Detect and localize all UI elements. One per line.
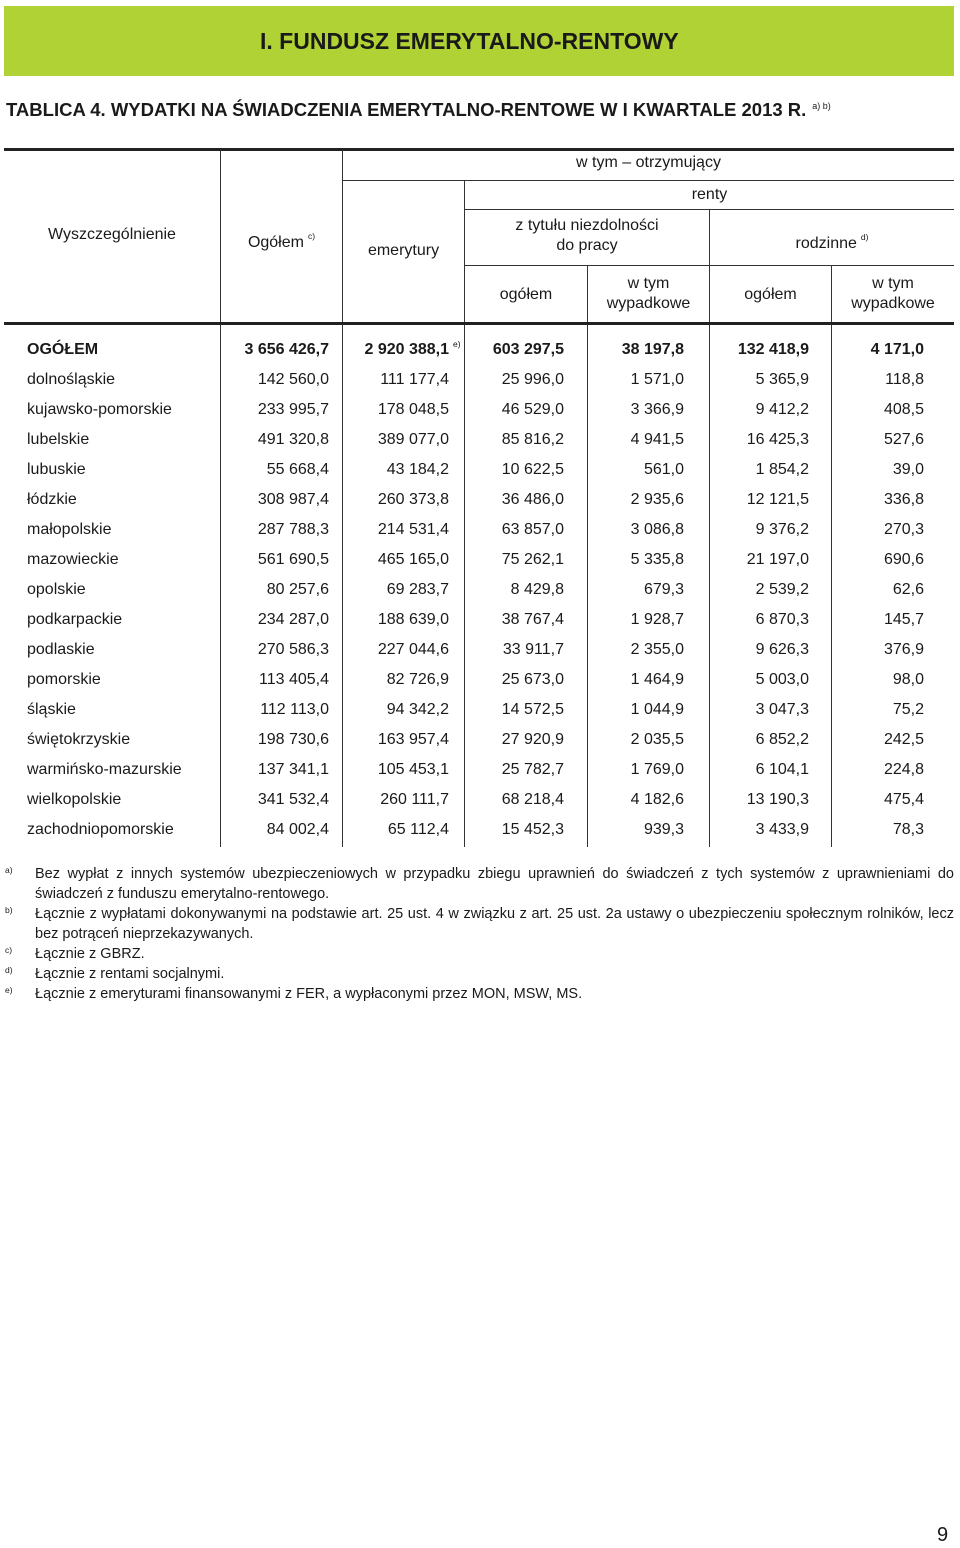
table-row xyxy=(0,756,960,786)
table-row xyxy=(0,666,960,696)
cell-total: 341 532,4 xyxy=(257,791,329,808)
cell-disability-total: 36 486,0 xyxy=(501,491,564,508)
cell-family-total: 9 376,2 xyxy=(755,521,809,538)
footnote-c: c) Łącznie z GBRZ. xyxy=(5,945,145,962)
footnote-b: b) Łącznie z wypłatami dokonywanymi na podstawie art. 25 ust. 4 w związku z art. 25 ust. 2a ustawy o ubezpieczeniu społecznym rolników, lecz bez potrąceń nieprzekazywanych. xyxy=(5,905,954,942)
row-label: kujawsko-pomorskie xyxy=(27,401,172,418)
cell-total: 270 586,3 xyxy=(257,641,329,658)
cell-total: 142 560,0 xyxy=(257,371,329,388)
cell-total: 491 320,8 xyxy=(257,431,329,448)
table-row xyxy=(0,696,960,726)
cell-total: 3 656 426,7 xyxy=(244,341,329,358)
table-row xyxy=(0,366,960,396)
footnotes xyxy=(0,864,960,1004)
cell-pensions: 260 111,7 xyxy=(380,791,449,808)
cell-family-total: 132 418,9 xyxy=(737,341,809,358)
cell-family-accident: 39,0 xyxy=(892,461,924,478)
cell-disability-accident: 4 182,6 xyxy=(630,791,684,808)
column-header-disability-total: ogółem xyxy=(499,286,553,303)
column-group-header: w tym – otrzymujący xyxy=(576,154,721,171)
row-label: lubuskie xyxy=(27,461,86,478)
cell-family-accident: 98,0 xyxy=(892,671,924,688)
cell-total: 113 405,4 xyxy=(259,671,329,688)
table-title-container xyxy=(6,99,831,121)
row-label: opolskie xyxy=(27,581,86,598)
footnote-mark-e: e) xyxy=(453,339,461,349)
cell-family-total: 9 626,3 xyxy=(755,641,809,658)
cell-family-accident: 408,5 xyxy=(883,401,924,418)
footnote-d: d) Łącznie z rentami socjalnymi. xyxy=(5,965,225,982)
cell-family-accident: 690,6 xyxy=(883,551,924,568)
table-row xyxy=(0,516,960,546)
cell-disability-accident: 38 197,8 xyxy=(621,341,684,358)
cell-disability-total: 85 816,2 xyxy=(501,431,564,448)
table-title-footnote-marks: a) b) xyxy=(812,101,831,111)
cell-pensions: 94 342,2 xyxy=(386,701,449,718)
cell-disability-total: 15 452,3 xyxy=(501,821,564,838)
cell-family-total: 9 412,2 xyxy=(755,401,809,418)
row-label: pomorskie xyxy=(27,671,101,688)
cell-family-total: 16 425,3 xyxy=(746,431,809,448)
cell-family-total: 13 190,3 xyxy=(746,791,809,808)
cell-disability-accident: 939,3 xyxy=(643,821,684,838)
cell-family-accident: 475,4 xyxy=(883,791,924,808)
cell-disability-accident: 1 571,0 xyxy=(630,371,684,388)
cell-disability-accident: 679,3 xyxy=(643,581,684,598)
cell-family-accident: 527,6 xyxy=(883,431,924,448)
cell-family-total: 6 852,2 xyxy=(755,731,809,748)
cell-family-accident: 242,5 xyxy=(883,731,924,748)
row-label: małopolskie xyxy=(27,521,112,538)
header-divider xyxy=(342,180,954,181)
cell-family-accident: 224,8 xyxy=(883,761,924,778)
header-divider xyxy=(464,265,954,266)
cell-disability-total: 603 297,5 xyxy=(492,341,564,358)
cell-pensions: 227 044,6 xyxy=(377,641,449,658)
row-label: OGÓŁEM xyxy=(27,341,99,358)
cell-pensions: 82 726,9 xyxy=(386,671,449,688)
column-header-family-total: ogółem xyxy=(744,286,797,303)
column-header-item: Wyszczególnienie xyxy=(48,226,176,243)
cell-pensions: 2 920 388,1 xyxy=(364,341,449,358)
cell-total: 308 987,4 xyxy=(257,491,329,508)
table-row xyxy=(0,606,960,636)
cell-total: 198 730,6 xyxy=(257,731,329,748)
cell-family-total: 5 003,0 xyxy=(755,671,809,688)
cell-disability-accident: 1 769,0 xyxy=(630,761,684,778)
cell-pensions: 65 112,4 xyxy=(387,821,449,838)
cell-disability-accident: 561,0 xyxy=(643,461,684,478)
row-label: mazowieckie xyxy=(27,551,119,568)
row-label: lubelskie xyxy=(27,431,90,448)
table-row xyxy=(0,396,960,426)
cell-disability-accident: 2 355,0 xyxy=(630,641,684,658)
cell-total: 287 788,3 xyxy=(257,521,329,538)
table-row xyxy=(0,786,960,816)
cell-disability-accident: 5 335,8 xyxy=(630,551,684,568)
cell-disability-total: 33 911,7 xyxy=(502,641,564,658)
table-row xyxy=(0,576,960,606)
cell-family-accident: 145,7 xyxy=(883,611,924,628)
cell-family-total: 6 104,1 xyxy=(755,761,809,778)
cell-total: 233 995,7 xyxy=(257,401,329,418)
cell-disability-total: 14 572,5 xyxy=(501,701,564,718)
table-row xyxy=(0,816,960,846)
section-title: I. FUNDUSZ EMERYTALNO-RENTOWY xyxy=(260,27,679,54)
table-title: TABLICA 4. WYDATKI NA ŚWIADCZENIA EMERYTALNO-RENTOWE W I KWARTALE 2013 R. xyxy=(6,99,807,120)
cell-disability-total: 75 262,1 xyxy=(501,551,564,568)
table-row xyxy=(0,456,960,486)
cell-family-total: 6 870,3 xyxy=(755,611,809,628)
cell-family-accident: 75,2 xyxy=(892,701,924,718)
footnote-e: e) Łącznie z emeryturami finansowanymi z FER, a wypłaconymi przez MON, MSW, MS. xyxy=(5,985,583,1002)
row-label: dolnośląskie xyxy=(27,371,116,388)
cell-family-total: 3 433,9 xyxy=(755,821,809,838)
row-label: śląskie xyxy=(27,701,76,718)
cell-disability-accident: 2 035,5 xyxy=(630,731,684,748)
section-banner xyxy=(4,6,954,76)
cell-disability-total: 25 996,0 xyxy=(501,371,564,388)
row-label: łódzkie xyxy=(27,491,77,508)
column-group-renty: renty xyxy=(691,186,728,203)
cell-pensions: 389 077,0 xyxy=(377,431,449,448)
cell-family-accident: 376,9 xyxy=(883,641,924,658)
row-label: świętokrzyskie xyxy=(27,731,131,748)
cell-disability-total: 63 857,0 xyxy=(501,521,564,538)
column-header-total: Ogółem $^{c)}$ xyxy=(247,231,316,251)
cell-disability-total: 46 529,0 xyxy=(501,401,564,418)
cell-pensions: 43 184,2 xyxy=(386,461,449,478)
cell-pensions: 214 531,4 xyxy=(377,521,449,538)
table-row xyxy=(0,426,960,456)
cell-disability-accident: 2 935,6 xyxy=(630,491,684,508)
cell-family-accident: 4 171,0 xyxy=(870,341,924,358)
cell-family-accident: 270,3 xyxy=(883,521,924,538)
column-header-family-accident: w tym wypadkowe xyxy=(851,275,935,312)
cell-family-accident: 118,8 xyxy=(885,371,924,388)
column-header-disability-accident: w tym wypadkowe xyxy=(606,275,691,312)
cell-pensions: 105 453,1 xyxy=(377,761,449,778)
cell-pensions: 178 048,5 xyxy=(377,401,449,418)
cell-pensions: 111 177,4 xyxy=(380,371,449,388)
header-bottom-rule xyxy=(4,322,954,325)
cell-total: 137 341,1 xyxy=(257,761,329,778)
cell-disability-total: 10 622,5 xyxy=(501,461,564,478)
row-label: podkarpackie xyxy=(27,611,123,628)
cell-family-accident: 336,8 xyxy=(883,491,924,508)
column-header-disability: z tytułu niezdolności do pracy xyxy=(515,217,659,254)
cell-disability-accident: 3 086,8 xyxy=(630,521,684,538)
header-top-rule xyxy=(4,148,954,151)
cell-disability-accident: 1 464,9 xyxy=(630,671,684,688)
cell-pensions: 69 283,7 xyxy=(386,581,449,598)
cell-disability-accident: 3 366,9 xyxy=(630,401,684,418)
cell-disability-accident: 1 044,9 xyxy=(630,701,684,718)
cell-disability-accident: 1 928,7 xyxy=(630,611,684,628)
page-number: 9 xyxy=(937,1524,949,1546)
cell-disability-total: 38 767,4 xyxy=(501,611,564,628)
cell-total: 55 668,4 xyxy=(266,461,329,478)
row-label: warmińsko-mazurskie xyxy=(27,761,182,778)
cell-total: 80 257,6 xyxy=(266,581,329,598)
table-row xyxy=(0,486,960,516)
header-divider xyxy=(342,149,343,323)
cell-disability-total: 25 782,7 xyxy=(501,761,564,778)
cell-disability-accident: 4 941,5 xyxy=(630,431,684,448)
cell-disability-total: 27 920,9 xyxy=(501,731,564,748)
cell-total: 561 690,5 xyxy=(257,551,329,568)
cell-family-total: 12 121,5 xyxy=(746,491,809,508)
row-label: podlaskie xyxy=(27,641,95,658)
cell-total: 84 002,4 xyxy=(266,821,329,838)
column-header-family: rodzinne $^{d)}$ xyxy=(795,232,869,252)
table-row xyxy=(0,726,960,756)
cell-family-total: 21 197,0 xyxy=(746,551,809,568)
cell-family-total: 5 365,9 xyxy=(755,371,809,388)
cell-disability-total: 8 429,8 xyxy=(510,581,564,598)
table-row xyxy=(0,636,960,666)
cell-disability-total: 25 673,0 xyxy=(501,671,564,688)
cell-pensions: 163 957,4 xyxy=(377,731,449,748)
cell-total: 234 287,0 xyxy=(257,611,329,628)
cell-family-accident: 62,6 xyxy=(892,581,924,598)
column-header-pensions: emerytury xyxy=(367,242,440,259)
cell-family-accident: 78,3 xyxy=(892,821,924,838)
cell-pensions: 260 373,8 xyxy=(377,491,449,508)
cell-family-total: 2 539,2 xyxy=(755,581,809,598)
row-label: wielkopolskie xyxy=(27,791,122,808)
cell-total: 112 113,0 xyxy=(260,701,329,718)
cell-family-total: 1 854,2 xyxy=(755,461,809,478)
footnote-a: a) Bez wypłat z innych systemów ubezpieczeniowych w przypadku zbiegu uprawnień do świadczeń z tych systemów z uprawnieniami do świadczeń z funduszu emerytalno-rentowego. xyxy=(5,865,954,902)
cell-pensions: 465 165,0 xyxy=(377,551,449,568)
cell-pensions: 188 639,0 xyxy=(377,611,449,628)
row-label: zachodniopomorskie xyxy=(27,821,174,838)
table-row-total xyxy=(0,336,960,366)
table-row xyxy=(0,546,960,576)
cell-disability-total: 68 218,4 xyxy=(501,791,564,808)
cell-family-total: 3 047,3 xyxy=(755,701,809,718)
